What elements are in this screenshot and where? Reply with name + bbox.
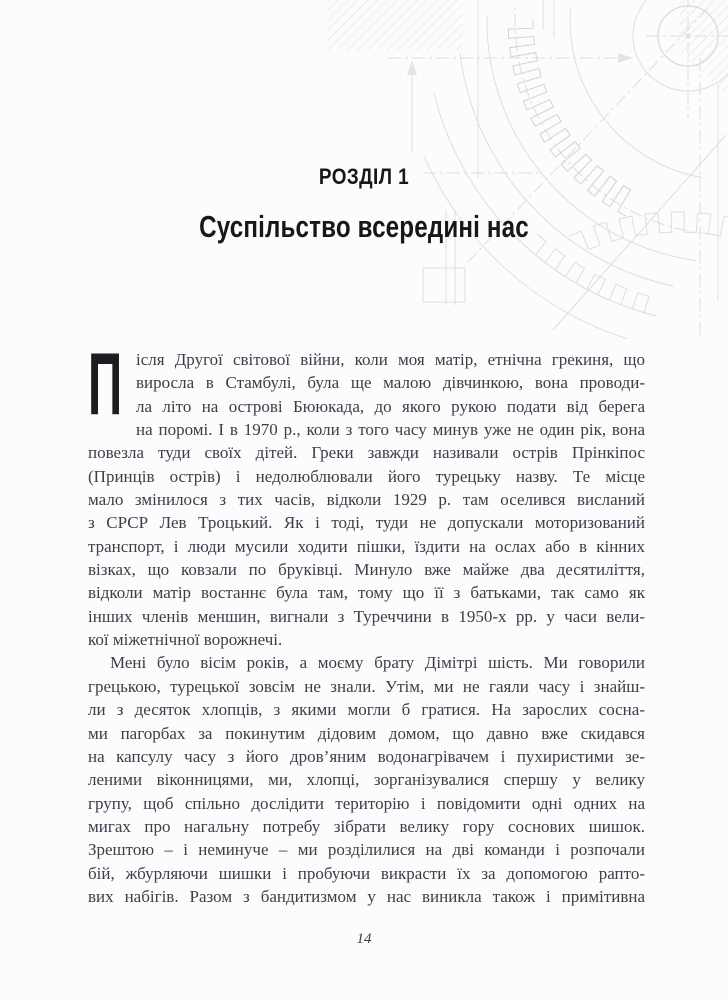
text-line: транспорт, і люди мусили ходити пішки, їздити на ослах або в кінних [88,536,645,556]
text-line: ли з десяток хлопців, з якими могли б гратися. На зарослих сосна- [88,700,645,720]
text-line: виросла в Стамбулі, була ще малою дівчинкою, вона проводи- [136,373,645,393]
text-line: Зрештою – і неминуче – ми розділилися на дві команди і розпочали [88,840,645,860]
text-line: з СРСР Лев Троцький. Як і тоді, туди не допускали моторизований [88,513,645,533]
text-line: кої міжетнічної ворожнечі. [88,630,283,650]
text-line: візках, що ковзали по бруківці. Минуло вже майже два десятиліття, [88,560,645,580]
body-text [88,334,645,908]
text-line: грецькою, турецької зовсім не знали. Утім, ми не гаяли часу і знайш- [88,676,645,696]
paragraph-2-lines [88,651,645,908]
text-line: ми пагорбах за покинутим дідовим домом, що давно вже скидався [88,723,645,743]
text-line: Мені було вісім років, а моєму брату Дімітрі шість. Ми говорили [110,653,645,673]
chapter-label: РОЗДІЛ 1 [318,164,410,189]
text-line: мало змінилося з тих часів, відколи 1929 р. там оселився висланий [88,490,645,510]
text-line: мигах про нагальну потребу зібрати велику гору соснових шишок. [88,816,645,836]
paragraph-2 [88,651,645,908]
text-line: (Принців острів) і недолюблювали його турецьку назву. Те місце [88,466,645,486]
text-line: групу, щоб спільно дослідити територію і повідомити одні одних на [88,793,645,813]
text-line: на капсулу часу з його дров’яним водонагрівачем і пухиристими зе- [88,746,645,766]
drop-cap: П [88,334,123,433]
paragraph-1-lines [88,334,645,651]
paragraph-1 [88,334,645,651]
hatch-region [328,0,463,50]
text-line: ла літо на острові Бююкада, до якого рукою подати від берега [136,396,645,416]
hatch-region [680,0,728,96]
text-line: леними віконницями, ми, хлопці, зорганізувалися спершу у велику [88,770,645,790]
text-line: інших членів меншин, вигнали з Туреччини в 1950-х рр. у часи вели- [88,606,645,626]
text-line: ісля Другої світової війни, коли моя матір, етнічна грекиня, що [136,350,645,369]
text-line: бій, жбурляючи шишки і пробуючи викрасти їх за допомогою рапто- [88,863,645,883]
chapter-title: Суспільство всередині нас [199,209,529,244]
text-line: повезла туди своїх дітей. Греки завжди називали острів Прінкіпос [88,443,645,463]
text-line: відколи матір востаннє була там, тому що її з батьками, так само як [88,583,645,603]
text-line: на поромі. І в 1970 р., коли з того часу минув уже не один рік, вона [136,420,645,440]
page-number: 14 [356,931,372,947]
text-line: вих набігів. Разом з бандитизмом у нас виникла також і примітивна [88,886,645,906]
